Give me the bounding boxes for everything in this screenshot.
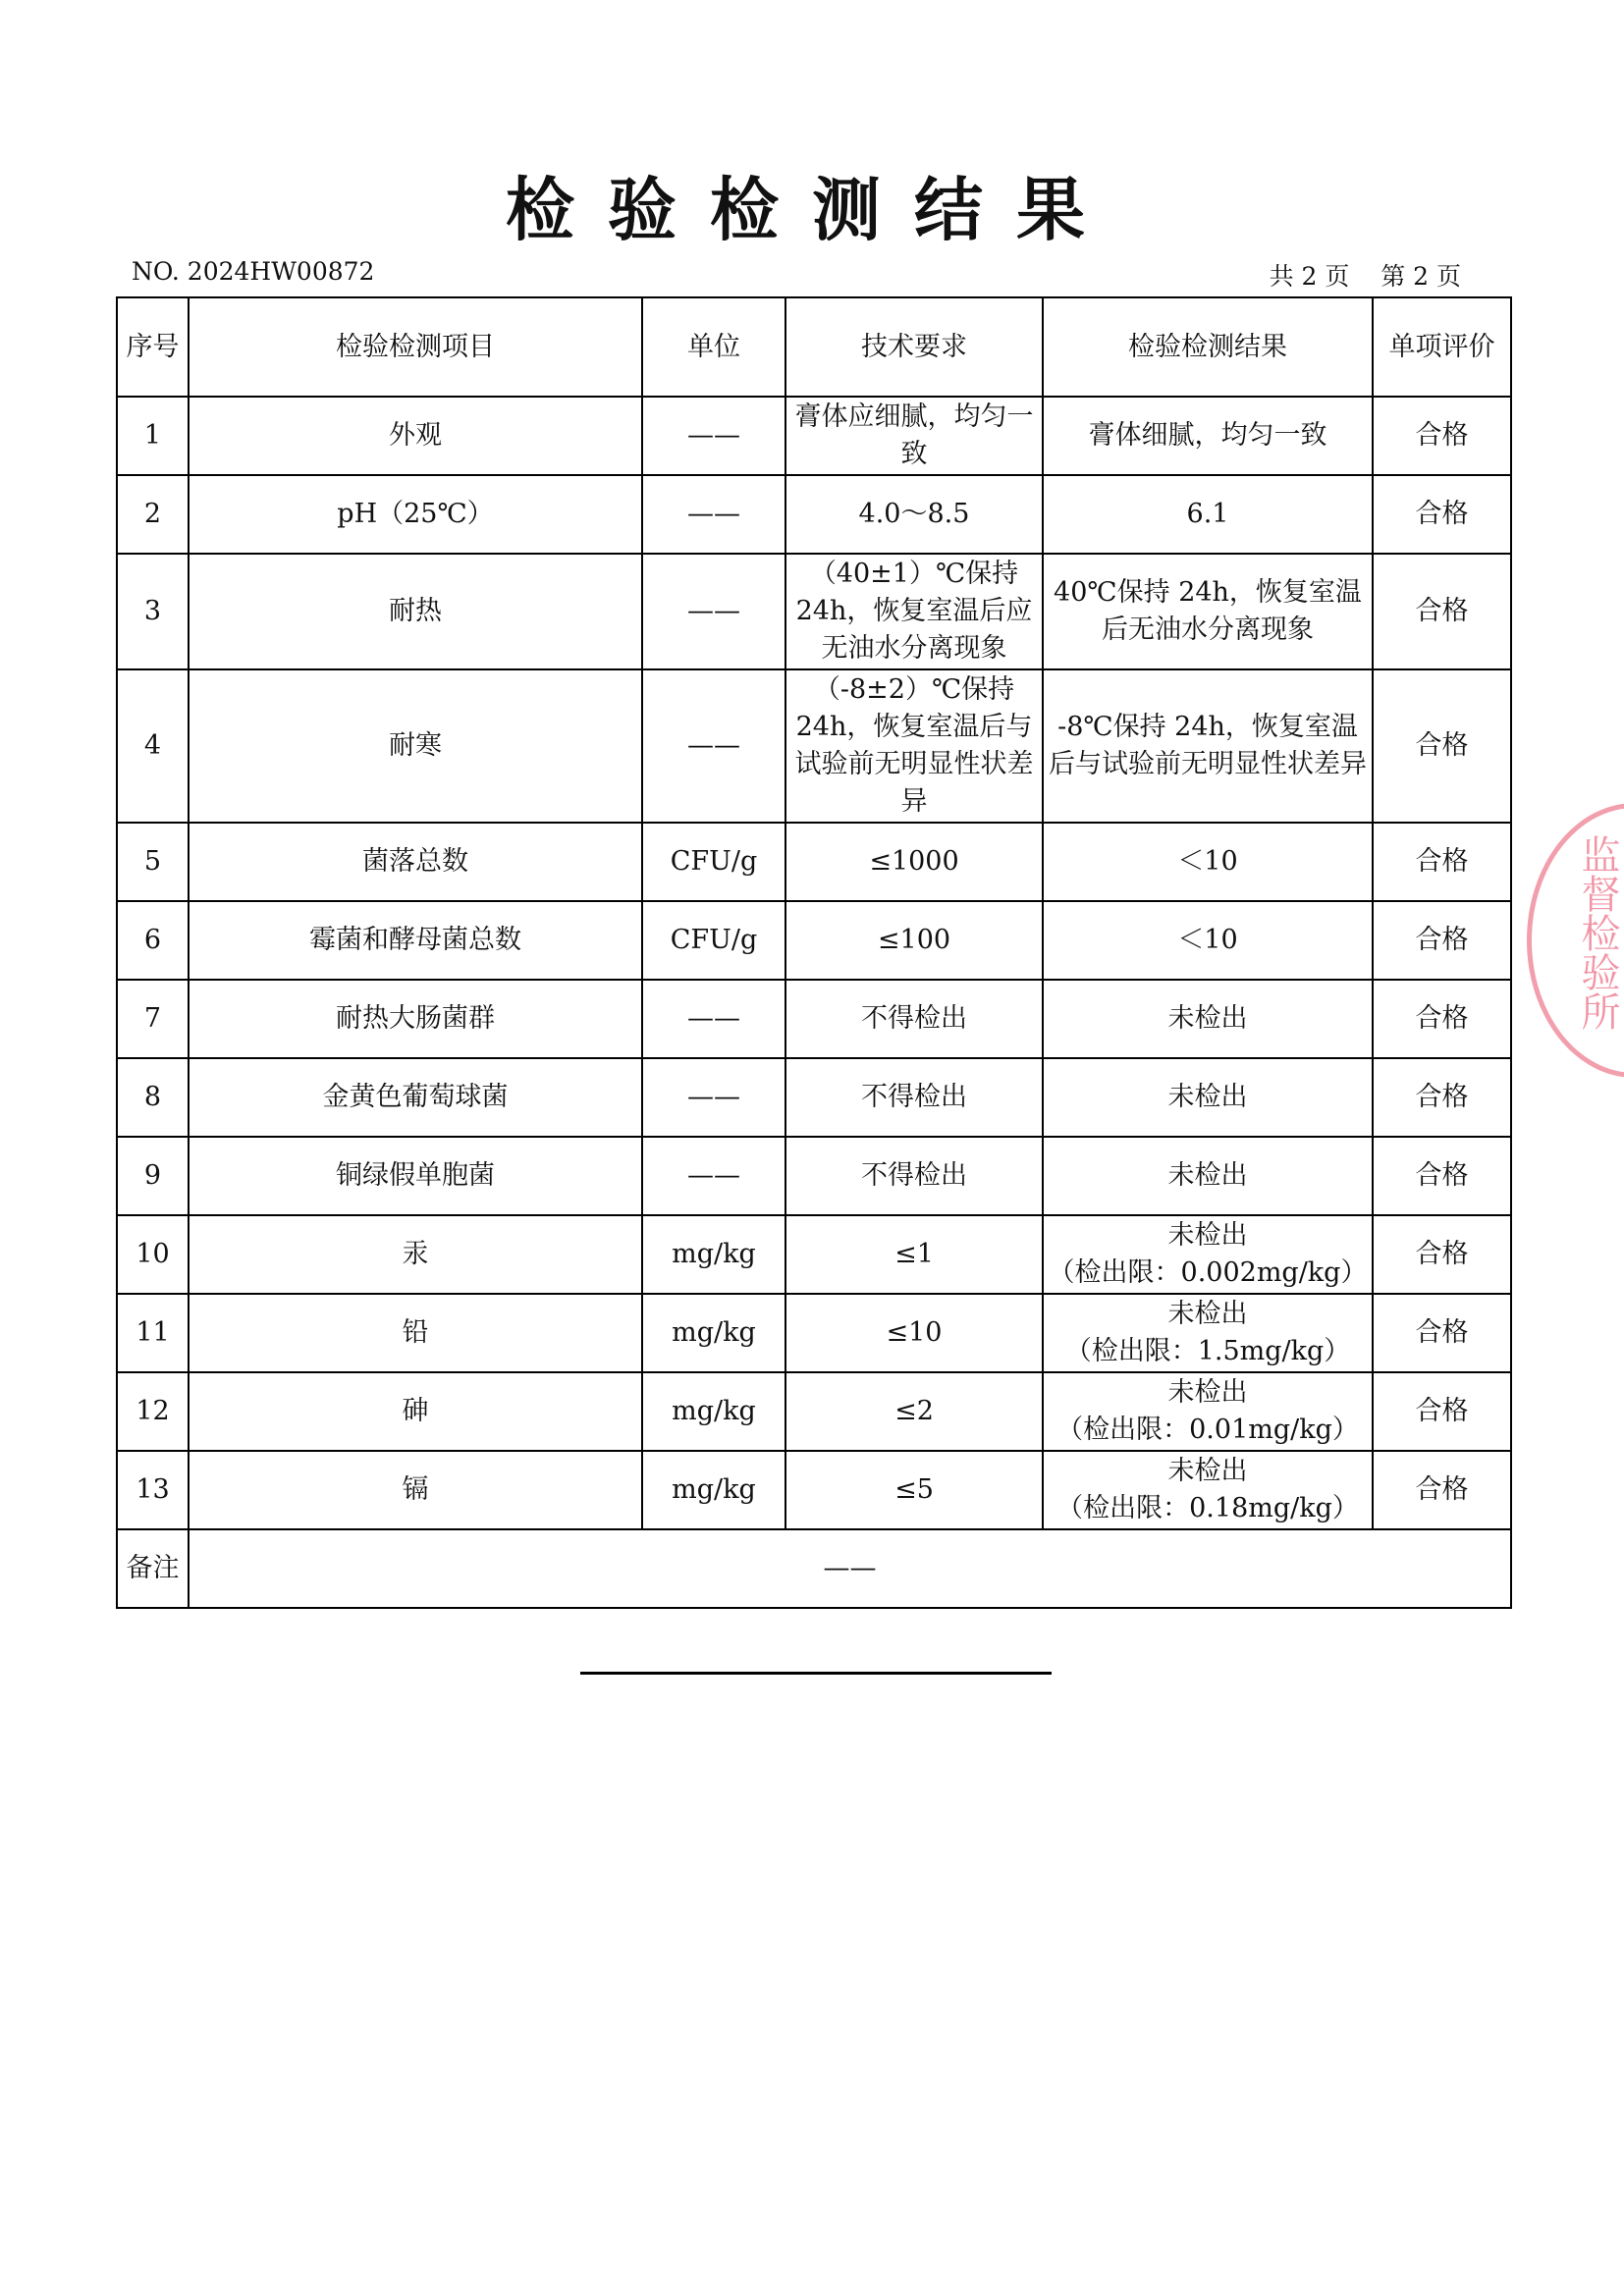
table-row [117,1451,1511,1529]
table-row [117,1058,1511,1137]
row-result: ＜10 [1043,823,1373,901]
table-row [117,823,1511,901]
row-item: 外观 [189,397,642,475]
row-number: 3 [117,554,189,669]
row-detection-limit: （检出限：0.18mg/kg） [1056,1493,1359,1523]
row-number: 5 [117,823,189,901]
row-requirement: 4.0～8.5 [785,475,1043,554]
row-item: 耐热大肠菌群 [189,980,642,1058]
header-result: 检验检测结果 [1043,297,1373,397]
row-evaluation: 合格 [1373,1451,1511,1529]
row-result: 未检出 [1043,980,1373,1058]
row-unit: —— [642,475,785,554]
row-item: 菌落总数 [189,823,642,901]
header-requirement: 技术要求 [785,297,1043,397]
row-evaluation: 合格 [1373,554,1511,669]
table-row [117,901,1511,980]
page-count: 共 2 页 第 2 页 [1269,262,1461,291]
row-requirement: （-8±2）℃保持24h，恢复室温后与试验前无明显性状差异 [785,669,1043,823]
table-row [117,1372,1511,1451]
row-number: 11 [117,1294,189,1372]
row-number: 8 [117,1058,189,1137]
end-of-report-line [580,1672,1052,1675]
row-evaluation: 合格 [1373,397,1511,475]
row-number: 12 [117,1372,189,1451]
table-row [117,554,1511,669]
row-unit: —— [642,1058,785,1137]
row-evaluation: 合格 [1373,1372,1511,1451]
row-number: 10 [117,1215,189,1294]
header-no: 序号 [117,297,189,397]
page-title: 检验检测结果 [506,170,1118,250]
table-row [117,1215,1511,1294]
row-requirement: 不得检出 [785,1137,1043,1215]
row-result: -8℃保持 24h，恢复室温后与试验前无明显性状差异 [1043,669,1373,823]
row-evaluation: 合格 [1373,823,1511,901]
row-requirement: 不得检出 [785,1058,1043,1137]
row-detection-limit: （检出限：0.01mg/kg） [1056,1415,1359,1445]
row-item: 砷 [189,1372,642,1451]
row-requirement: 不得检出 [785,980,1043,1058]
row-result [1043,1294,1373,1372]
row-number: 2 [117,475,189,554]
row-item: 铜绿假单胞菌 [189,1137,642,1215]
row-requirement: 膏体应细腻，均匀一致 [785,397,1043,475]
header-item: 检验检测项目 [189,297,642,397]
row-requirement: （40±1）℃保持24h，恢复室温后应无油水分离现象 [785,554,1043,669]
row-evaluation: 合格 [1373,1294,1511,1372]
row-unit: CFU/g [642,823,785,901]
row-number: 7 [117,980,189,1058]
report-number: NO. 2024HW00872 [132,257,375,286]
row-evaluation: 合格 [1373,901,1511,980]
table-row [117,1294,1511,1372]
row-result [1043,1215,1373,1294]
row-result-value: 未检出 [1167,1299,1248,1329]
row-requirement: ≤2 [785,1372,1043,1451]
table-row [117,1137,1511,1215]
table-row [117,475,1511,554]
row-result: ＜10 [1043,901,1373,980]
row-unit: mg/kg [642,1372,785,1451]
row-result-value: 未检出 [1167,1456,1248,1486]
row-unit: —— [642,1137,785,1215]
row-item: 金黄色葡萄球菌 [189,1058,642,1137]
row-unit: —— [642,397,785,475]
row-item: 汞 [189,1215,642,1294]
row-result: 6.1 [1043,475,1373,554]
remark-row [117,1529,1511,1608]
row-result [1043,1451,1373,1529]
row-evaluation: 合格 [1373,475,1511,554]
row-requirement: ≤1 [785,1215,1043,1294]
row-unit: mg/kg [642,1215,785,1294]
row-requirement: ≤1000 [785,823,1043,901]
row-result: 膏体细腻，均匀一致 [1043,397,1373,475]
header-unit: 单位 [642,297,785,397]
header-evaluation: 单项评价 [1373,297,1511,397]
row-evaluation: 合格 [1373,1058,1511,1137]
row-unit: mg/kg [642,1451,785,1529]
row-number: 1 [117,397,189,475]
row-unit: —— [642,980,785,1058]
row-result-value: 未检出 [1167,1377,1248,1408]
row-requirement: ≤10 [785,1294,1043,1372]
row-evaluation: 合格 [1373,669,1511,823]
table-row [117,669,1511,823]
row-unit: mg/kg [642,1294,785,1372]
row-unit: —— [642,554,785,669]
row-result: 未检出 [1043,1137,1373,1215]
row-detection-limit: （检出限：0.002mg/kg） [1048,1257,1368,1288]
stamp-text: 监督检验所 [1575,834,1620,1031]
row-result: 未检出 [1043,1058,1373,1137]
row-unit: CFU/g [642,901,785,980]
remark-label: 备注 [117,1529,189,1608]
row-result-value: 未检出 [1167,1220,1248,1251]
row-detection-limit: （检出限：1.5mg/kg） [1064,1336,1351,1366]
row-item: 耐寒 [189,669,642,823]
row-number: 13 [117,1451,189,1529]
row-number: 9 [117,1137,189,1215]
row-requirement: ≤100 [785,901,1043,980]
row-number: 6 [117,901,189,980]
row-result [1043,1372,1373,1451]
row-result: 40℃保持 24h，恢复室温后无油水分离现象 [1043,554,1373,669]
row-evaluation: 合格 [1373,1137,1511,1215]
results-table [116,296,1512,1609]
table-row [117,397,1511,475]
row-evaluation: 合格 [1373,1215,1511,1294]
table-row [117,980,1511,1058]
row-item: 霉菌和酵母菌总数 [189,901,642,980]
table-header-row [117,297,1511,397]
row-item: 铅 [189,1294,642,1372]
row-unit: —— [642,669,785,823]
row-number: 4 [117,669,189,823]
remark-value: —— [189,1529,1511,1608]
row-item: pH（25℃） [189,475,642,554]
row-requirement: ≤5 [785,1451,1043,1529]
row-item: 耐热 [189,554,642,669]
row-evaluation: 合格 [1373,980,1511,1058]
row-item: 镉 [189,1451,642,1529]
